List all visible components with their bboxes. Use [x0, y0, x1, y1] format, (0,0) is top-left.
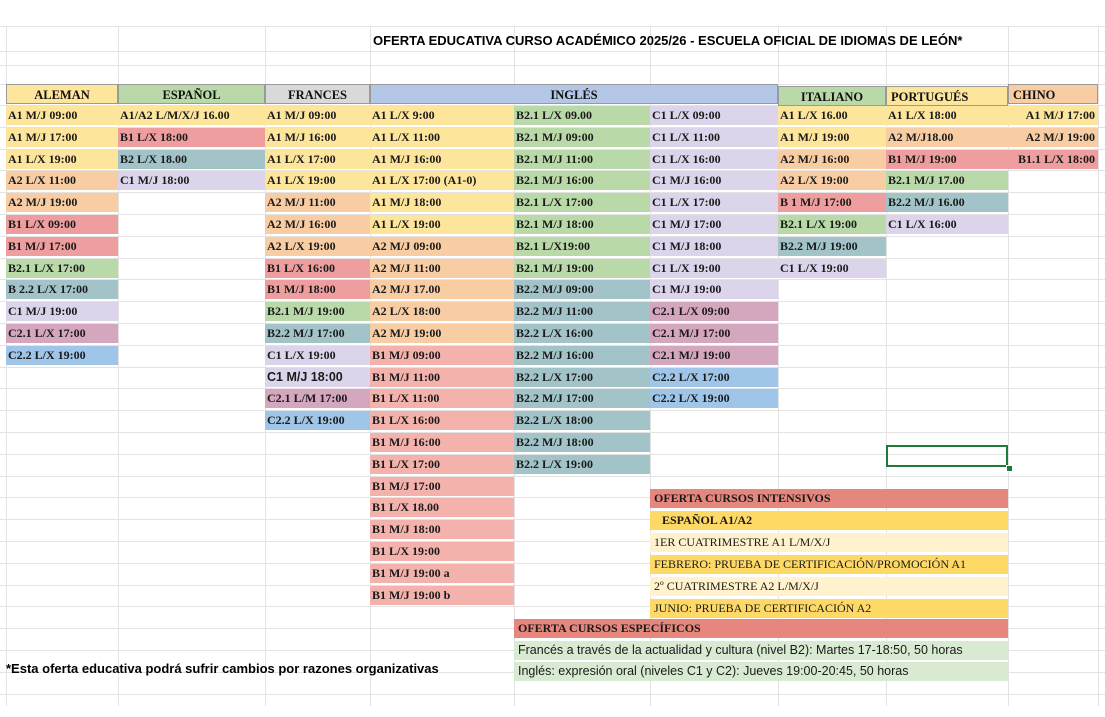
course-cell: C1 L/X 19:00: [265, 346, 370, 365]
course-cell: B1 M/J 16:00: [370, 433, 514, 452]
intensive-row: JUNIO: PRUEBA DE CERTIFICACIÓN A2: [650, 599, 1008, 618]
course-cell: A2 M/J 16:00: [265, 215, 370, 234]
header-espanol: ESPAÑOL: [118, 84, 265, 104]
course-cell: B1 L/X 11:00: [370, 389, 514, 408]
course-cell: A2 L/X 19:00: [265, 237, 370, 256]
course-cell: A1 M/J 19:00: [778, 128, 886, 147]
header-chino: CHINO: [1008, 84, 1098, 104]
course-cell: B2.2 M/J 16:00: [514, 346, 650, 365]
course-cell: B 2.2 L/X 17:00: [6, 280, 118, 299]
course-cell: A1/A2 L/M/X/J 16.00: [118, 106, 265, 125]
course-cell: A2 M/J 11:00: [370, 259, 514, 278]
course-cell: A1 L/X 17:00: [265, 150, 370, 169]
course-cell: A1 L/X 19:00: [370, 215, 514, 234]
gridline: [0, 26, 1105, 27]
course-cell: A1 L/X 19:00: [6, 150, 118, 169]
course-cell: B2.1 L/X 19:00: [778, 215, 886, 234]
course-cell: A1 L/X 16.00: [778, 106, 886, 125]
course-cell: B1 L/X 09:00: [6, 215, 118, 234]
course-cell: C1 M/J 18:00: [118, 171, 265, 190]
course-cell: B2.2 M/J 17:00: [265, 324, 370, 343]
course-cell: A2 M/J 16:00: [778, 150, 886, 169]
course-cell: B1 M/J 17:00: [370, 477, 514, 496]
course-cell: B1 L/X 18.00: [370, 498, 514, 517]
course-cell: A1 M/J 17:00: [1008, 106, 1098, 125]
course-cell: B2.1 M/J 19:00: [514, 259, 650, 278]
course-cell: B2.1 L/X 17:00: [6, 259, 118, 278]
gridline: [0, 51, 1105, 52]
header-aleman: ALEMAN: [6, 84, 118, 104]
header-italiano: ITALIANO: [778, 86, 886, 106]
header-ingles: INGLÉS: [370, 84, 778, 104]
course-cell: C2.1 M/J 17:00: [650, 324, 778, 343]
course-cell: C2.1 M/J 19:00: [650, 346, 778, 365]
course-cell: A2 M/J18.00: [886, 128, 1008, 147]
course-cell: B2.2 L/X 16:00: [514, 324, 650, 343]
course-cell: C1 M/J 18:00: [265, 368, 370, 387]
course-cell: A1 M/J 16:00: [265, 128, 370, 147]
intensive-row: 2º CUATRIMESTRE A2 L/M/X/J: [650, 577, 1008, 596]
course-cell: B2.1 M/J 19:00: [265, 302, 370, 321]
specific-row: Inglés: expresión oral (niveles C1 y C2): Jueves 19:00-20:45, 50 horas: [514, 662, 1008, 681]
course-cell: A2 M/J 19:00: [370, 324, 514, 343]
course-cell: C1 L/X 11:00: [650, 128, 778, 147]
course-cell: A2 L/X 11:00: [6, 171, 118, 190]
course-cell: C2.1 L/X 17:00: [6, 324, 118, 343]
course-cell: B2.1 M/J 17.00: [886, 171, 1008, 190]
course-cell: C2.2 L/X 19:00: [265, 411, 370, 430]
course-cell: A1 L/X 11:00: [370, 128, 514, 147]
course-cell: B2.1 L/X19:00: [514, 237, 650, 256]
course-cell: A1 L/X 19:00: [265, 171, 370, 190]
course-cell: C2.1 L/X 09:00: [650, 302, 778, 321]
course-cell: B1 M/J 19:00: [886, 150, 1008, 169]
course-cell: B2.1 L/X 17:00: [514, 193, 650, 212]
gridline: [0, 694, 1105, 695]
course-cell: B1 M/J 17:00: [6, 237, 118, 256]
course-cell: A1 M/J 17:00: [6, 128, 118, 147]
course-cell: C1 M/J 19:00: [6, 302, 118, 321]
course-cell: B2.2 L/X 19:00: [514, 455, 650, 474]
course-cell: B 1 M/J 17:00: [778, 193, 886, 212]
course-cell: B1 L/X 16:00: [370, 411, 514, 430]
course-cell: A2 L/X 18:00: [370, 302, 514, 321]
course-cell: B2.2 M/J 19:00: [778, 237, 886, 256]
course-cell: A1 M/J 18:00: [370, 193, 514, 212]
specific-row: Francés a través de la actualidad y cultura (nivel B2): Martes 17-18:50, 50 horas: [514, 641, 1008, 660]
course-cell: B2 L/X 18.00: [118, 150, 265, 169]
course-cell: A2 M/J 11:00: [265, 193, 370, 212]
course-cell: B1 M/J 18:00: [370, 520, 514, 539]
fill-handle[interactable]: [1006, 465, 1013, 472]
course-cell: B1 L/X 17:00: [370, 455, 514, 474]
course-cell: B1 M/J 11:00: [370, 368, 514, 387]
course-cell: C1 M/J 17:00: [650, 215, 778, 234]
course-cell: C1 M/J 19:00: [650, 280, 778, 299]
course-cell: B2.1 M/J 18:00: [514, 215, 650, 234]
course-cell: B1 M/J 18:00: [265, 280, 370, 299]
header-portugues: PORTUGUÉS: [886, 86, 1008, 106]
course-cell: B2.2 M/J 17:00: [514, 389, 650, 408]
course-cell: B2.2 M/J 18:00: [514, 433, 650, 452]
course-cell: C1 L/X 09:00: [650, 106, 778, 125]
course-cell: C1 L/X 19:00: [650, 259, 778, 278]
course-cell: C1 L/X 17:00: [650, 193, 778, 212]
course-cell: A2 M/J 19:00: [1008, 128, 1098, 147]
course-cell: A1 M/J 09:00: [265, 106, 370, 125]
course-cell: C2.1 L/M 17:00: [265, 389, 370, 408]
course-cell: B1.1 L/X 18:00: [1008, 150, 1098, 169]
course-cell: B2.2 L/X 17:00: [514, 368, 650, 387]
course-cell: B2.2 M/J 16.00: [886, 193, 1008, 212]
course-cell: B1 M/J 19:00 b: [370, 586, 514, 605]
course-cell: B2.2 L/X 18:00: [514, 411, 650, 430]
course-cell: A1 L/X 17:00 (A1-0): [370, 171, 514, 190]
intensive-title: OFERTA CURSOS INTENSIVOS: [650, 489, 1008, 508]
course-cell: A1 M/J 09:00: [6, 106, 118, 125]
course-cell: A2 M/J 19:00: [6, 193, 118, 212]
page-title: OFERTA EDUCATIVA CURSO ACADÉMICO 2025/26 - ESCUELA OFICIAL DE IDIOMAS DE LEÓN*: [373, 33, 963, 48]
course-cell: A1 M/J 16:00: [370, 150, 514, 169]
header-frances: FRANCES: [265, 84, 370, 104]
course-cell: A1 L/X 9:00: [370, 106, 514, 125]
course-cell: A2 M/J 09:00: [370, 237, 514, 256]
course-cell: A2 M/J 17.00: [370, 280, 514, 299]
course-cell: B1 M/J 09:00: [370, 346, 514, 365]
gridline: [0, 476, 1105, 477]
intensive-subtitle: ESPAÑOL A1/A2: [650, 511, 1008, 530]
course-cell: C2.2 L/X 19:00: [650, 389, 778, 408]
gridline: [0, 65, 1105, 66]
course-cell: B2.1 L/X 09.00: [514, 106, 650, 125]
course-cell: C2.2 L/X 19:00: [6, 346, 118, 365]
course-cell: B2.1 M/J 16:00: [514, 171, 650, 190]
course-cell: B2.1 M/J 11:00: [514, 150, 650, 169]
gridline: [1098, 26, 1099, 706]
course-cell: B2.1 M/J 09:00: [514, 128, 650, 147]
course-cell: C1 M/J 18:00: [650, 237, 778, 256]
specific-title: OFERTA CURSOS ESPECÍFICOS: [514, 619, 1008, 638]
course-cell: B1 L/X 16:00: [265, 259, 370, 278]
course-cell: B2.2 M/J 11:00: [514, 302, 650, 321]
course-cell: B1 L/X 19:00: [370, 542, 514, 561]
course-cell: B1 M/J 19:00 a: [370, 564, 514, 583]
course-cell: A2 L/X 19:00: [778, 171, 886, 190]
course-cell: C2.2 L/X 17:00: [650, 368, 778, 387]
course-cell: B1 L/X 18:00: [118, 128, 265, 147]
course-cell: C1 L/X 16:00: [886, 215, 1008, 234]
course-cell: C1 L/X 16:00: [650, 150, 778, 169]
course-cell: A1 L/X 18:00: [886, 106, 1008, 125]
course-cell: C1 M/J 16:00: [650, 171, 778, 190]
selected-cell[interactable]: [886, 445, 1008, 467]
course-cell: B2.2 M/J 09:00: [514, 280, 650, 299]
intensive-row: 1ER CUATRIMESTRE A1 L/M/X/J: [650, 533, 1008, 552]
footnote: *Esta oferta educativa podrá sufrir cambios por razones organizativas: [6, 661, 439, 676]
intensive-row: FEBRERO: PRUEBA DE CERTIFICACIÓN/PROMOCIÓN A1: [650, 555, 1008, 574]
course-cell: C1 L/X 19:00: [778, 259, 886, 278]
